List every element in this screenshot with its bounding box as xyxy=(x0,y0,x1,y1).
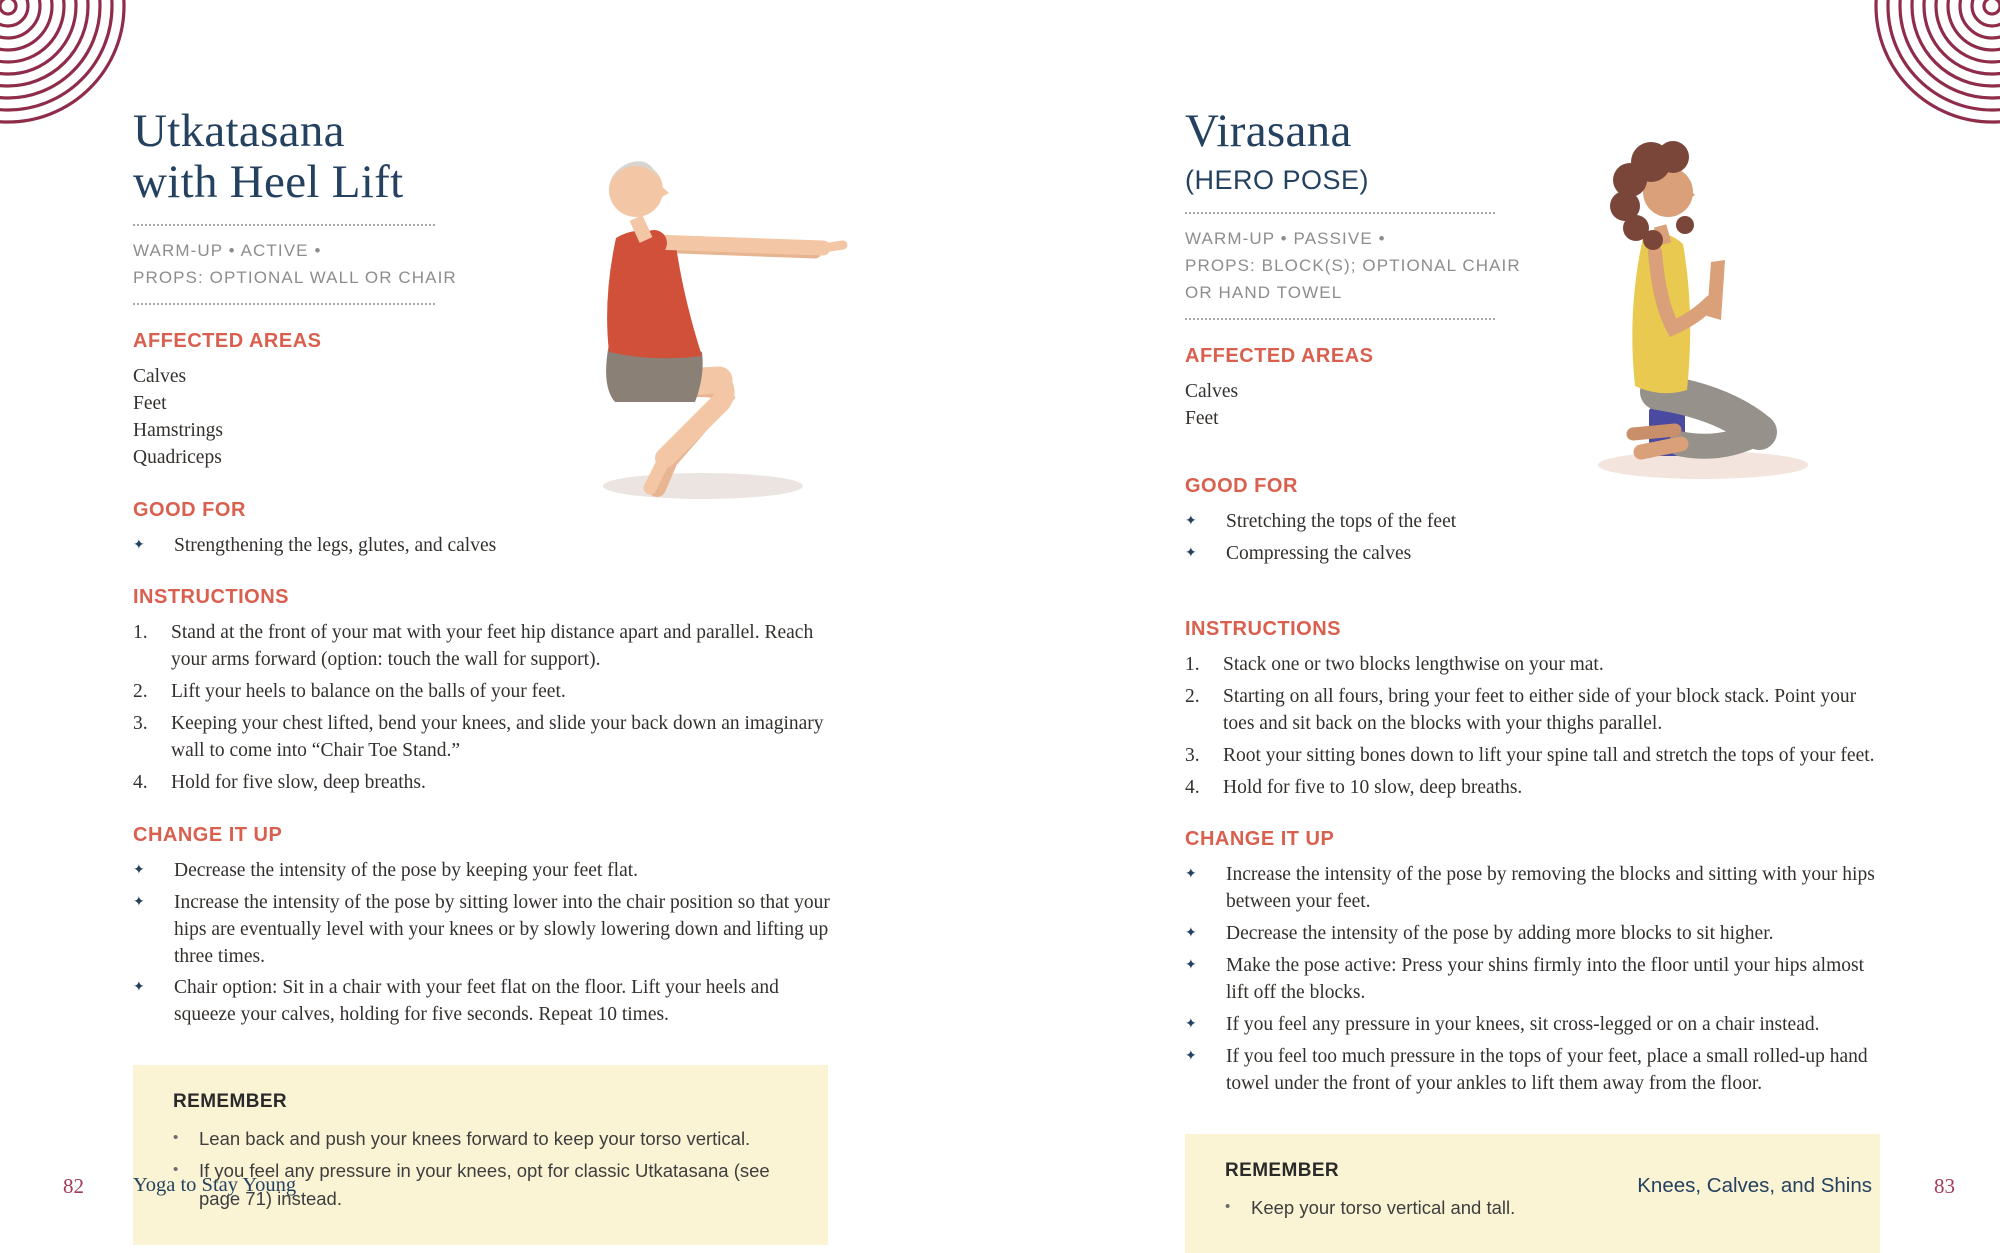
affected-areas-heading: AFFECTED AREAS xyxy=(133,329,322,352)
list-item xyxy=(133,858,833,885)
list-item-text: Make the pose active: Press your shins firmly into the floor until your hips almost lift off the blocks. xyxy=(1226,955,1864,1004)
instruction-step xyxy=(133,620,833,674)
star-bullet-icon: ✦ xyxy=(1185,1016,1197,1032)
instructions-list xyxy=(1185,652,1885,802)
step-text: Keeping your chest lifted, bend your knees, and slide your back down an imaginary wall to come into “Chair Toe Stand.” xyxy=(171,713,824,762)
chapter-title-footer: Knees, Calves, and Shins xyxy=(1637,1174,1872,1197)
list-item-text: Increase the intensity of the pose by sitting lower into the chair position so that your hips are eventually level with your knees or by slowly lowering down and lifting up three times. xyxy=(174,891,830,967)
instructions-list xyxy=(133,620,833,796)
list-item-text: If you feel too much pressure in the tops of your feet, place a small rolled-up hand towel under the front of your ankles to lift them away from the floor. xyxy=(1226,1045,1868,1094)
affected-areas-heading: AFFECTED AREAS xyxy=(1185,345,1374,368)
star-bullet-icon: ✦ xyxy=(1185,513,1197,530)
change-it-up-heading: CHANGE IT UP xyxy=(133,823,283,846)
step-text: Stack one or two blocks lengthwise on your mat. xyxy=(1223,653,1604,675)
step-number: 1. xyxy=(133,622,148,644)
pose-subtitle: (HERO POSE) xyxy=(1185,164,1370,195)
star-bullet-icon: ✦ xyxy=(1185,866,1197,883)
step-number: 4. xyxy=(1185,776,1200,798)
change-it-up-list xyxy=(1185,862,1885,1097)
instruction-step xyxy=(1185,684,1885,738)
affected-area: Calves xyxy=(1185,381,1239,403)
dotted-divider xyxy=(1185,212,1495,214)
list-item-text: Strengthening the legs, glutes, and calves xyxy=(174,534,497,556)
remember-text: Lean back and push your knees forward to keep your torso vertical. xyxy=(199,1128,751,1150)
list-item xyxy=(133,975,833,1029)
remember-heading: REMEMBER xyxy=(173,1091,288,1113)
star-bullet-icon: ✦ xyxy=(1185,925,1197,942)
list-item xyxy=(1185,509,1885,536)
pose-title-line1: Virasana xyxy=(1185,105,1352,157)
list-item-text: Increase the intensity of the pose by removing the blocks and sitting with your hips between your feet. xyxy=(1226,864,1875,913)
remember-heading: REMEMBER xyxy=(1225,1159,1340,1181)
remember-text: If you feel any pressure in your knees, opt for classic Utkatasana (see page 71) instead. xyxy=(199,1160,770,1209)
list-item xyxy=(1185,862,1885,916)
remember-box xyxy=(133,1065,828,1244)
step-number: 3. xyxy=(133,713,148,735)
list-item-text: Decrease the intensity of the pose by adding more blocks to sit higher. xyxy=(1226,923,1774,945)
step-number: 1. xyxy=(1185,653,1200,675)
corner-rings-icon xyxy=(1868,0,2000,132)
step-text: Hold for five slow, deep breaths. xyxy=(171,771,426,793)
pose-title-line1: Utkatasana xyxy=(133,105,345,157)
good-for-list xyxy=(133,533,833,560)
pose-meta-props: PROPS: OPTIONAL WALL OR CHAIR xyxy=(133,267,457,287)
instructions-heading: INSTRUCTIONS xyxy=(133,586,289,609)
change-it-up-heading: CHANGE IT UP xyxy=(1185,828,1335,851)
list-item-text: Chair option: Sit in a chair with your feet flat on the floor. Lift your heels and squeeze your calves, holding for five seconds. Repeat 10 times. xyxy=(174,977,779,1026)
star-bullet-icon: ✦ xyxy=(1185,957,1197,974)
dotted-divider xyxy=(133,224,435,226)
affected-area: Quadriceps xyxy=(133,446,222,468)
step-number: 4. xyxy=(133,771,148,793)
star-bullet-icon: ✦ xyxy=(133,861,145,878)
list-item xyxy=(1185,953,1885,1007)
affected-area: Calves xyxy=(133,365,187,387)
remember-text: Keep your torso vertical and tall. xyxy=(1251,1196,1516,1218)
step-text: Hold for five to 10 slow, deep breaths. xyxy=(1223,776,1523,798)
utkatasana-heel-lift-illustration xyxy=(553,138,858,508)
affected-area: Feet xyxy=(133,392,167,414)
list-item xyxy=(1185,921,1885,948)
instruction-step xyxy=(133,679,833,706)
book-title-footer: Yoga to Stay Young xyxy=(133,1174,297,1196)
page-number-right: 83 xyxy=(1934,1174,1955,1198)
pose-meta-props2: OR HAND TOWEL xyxy=(1185,283,1343,303)
dotted-divider xyxy=(1185,318,1495,320)
virasana-illustration xyxy=(1563,130,1853,500)
list-item xyxy=(1185,1012,1885,1039)
list-item xyxy=(133,533,833,560)
list-item-text: If you feel any pressure in your knees, sit cross-legged or on a chair instead. xyxy=(1226,1014,1820,1035)
list-item xyxy=(133,890,833,971)
remember-item xyxy=(173,1125,794,1153)
step-text: Root your sitting bones down to lift your spine tall and stretch the tops of your feet. xyxy=(1223,744,1875,766)
step-text: Stand at the front of your mat with your feet hip distance apart and parallel. Reach your arms forward (option: touch the wall for support). xyxy=(171,622,814,671)
list-item-text: Decrease the intensity of the pose by keeping your feet flat. xyxy=(174,859,639,881)
star-bullet-icon: ✦ xyxy=(133,536,145,553)
star-bullet-icon: ✦ xyxy=(1185,1047,1197,1064)
instruction-step xyxy=(1185,743,1885,770)
star-bullet-icon: ✦ xyxy=(1185,545,1197,562)
dot-bullet-icon: • xyxy=(1225,1197,1231,1215)
instruction-step xyxy=(133,770,833,797)
good-for-list xyxy=(1185,509,1885,568)
step-number: 2. xyxy=(133,681,148,703)
star-bullet-icon: ✦ xyxy=(133,979,145,996)
good-for-heading: GOOD FOR xyxy=(133,498,246,521)
step-number: 2. xyxy=(1185,685,1200,707)
dot-bullet-icon: • xyxy=(173,1129,179,1147)
dot-bullet-icon: • xyxy=(173,1161,179,1179)
affected-area: Feet xyxy=(1185,408,1219,430)
instructions-heading: INSTRUCTIONS xyxy=(1185,617,1341,640)
list-item-text: Compressing the calves xyxy=(1226,543,1412,565)
pose-title-line2: with Heel Lift xyxy=(133,155,404,208)
pose-meta-type: WARM-UP • ACTIVE • xyxy=(133,240,322,260)
pose-meta-type: WARM-UP • PASSIVE • xyxy=(1185,228,1386,248)
list-item-text: Stretching the tops of the feet xyxy=(1226,511,1457,533)
corner-rings-icon xyxy=(0,0,132,132)
list-item xyxy=(1185,1044,1885,1098)
star-bullet-icon: ✦ xyxy=(133,893,145,910)
page-number-left: 82 xyxy=(63,1174,84,1198)
list-item xyxy=(1185,541,1885,568)
instruction-step xyxy=(1185,775,1885,802)
step-text: Lift your heels to balance on the balls of your feet. xyxy=(171,681,566,703)
step-text: Starting on all fours, bring your feet to either side of your block stack. Point your toes and sit back on the blocks with your thighs parallel. xyxy=(1223,685,1857,734)
good-for-heading: GOOD FOR xyxy=(1185,475,1298,498)
change-it-up-list xyxy=(133,858,833,1029)
pose-meta-props: PROPS: BLOCK(S); OPTIONAL CHAIR xyxy=(1185,255,1521,275)
dotted-divider xyxy=(133,303,435,305)
instruction-step xyxy=(133,711,833,765)
step-number: 3. xyxy=(1185,744,1200,766)
instruction-step xyxy=(1185,652,1885,679)
affected-area: Hamstrings xyxy=(133,419,223,441)
